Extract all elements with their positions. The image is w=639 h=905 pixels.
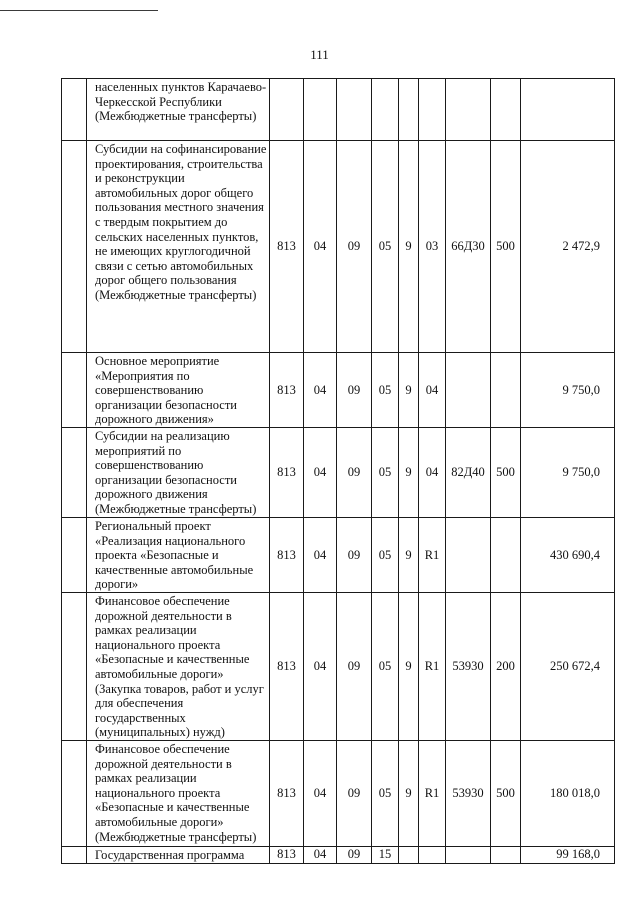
table-row <box>62 592 615 740</box>
top-rule <box>0 10 158 11</box>
event-code-cell: R1 <box>419 517 446 592</box>
amount-cell: 250 672,4 <box>521 592 615 740</box>
expense-type-cell <box>491 353 521 428</box>
subsection-code-cell: 09 <box>337 846 372 863</box>
subprogram-code-cell: 9 <box>399 517 419 592</box>
row-index-cell <box>62 141 87 353</box>
row-index-cell <box>62 353 87 428</box>
amount-cell: 99 168,0 <box>521 846 615 863</box>
expense-type-cell: 500 <box>491 427 521 517</box>
item-name-cell: Государственная программа <box>87 846 270 863</box>
section-code-cell: 04 <box>304 740 337 846</box>
item-name-cell: населенных пунктов Карачаево-Черкесской Республики (Межбюджетные трансферты) <box>87 79 270 141</box>
program-code-cell <box>372 79 399 141</box>
ministry-code-cell: 813 <box>270 427 304 517</box>
expense-type-cell: 500 <box>491 740 521 846</box>
subsection-code-cell: 09 <box>337 740 372 846</box>
direction-code-cell <box>446 846 491 863</box>
ministry-code-cell: 813 <box>270 592 304 740</box>
item-name-cell: Финансовое обеспечение дорожной деятельности в рамках реализации национального проекта «Безопасные и качественные автомобильные дороги» (Закупка товаров, работ и услуг для обеспечения государственных (муниципальных) нужд) <box>87 592 270 740</box>
event-code-cell: 03 <box>419 141 446 353</box>
subprogram-code-cell: 9 <box>399 427 419 517</box>
direction-code-cell: 53930 <box>446 592 491 740</box>
direction-code-cell <box>446 353 491 428</box>
page-number: 111 <box>310 47 329 62</box>
row-index-cell <box>62 740 87 846</box>
row-index-cell <box>62 846 87 863</box>
direction-code-cell <box>446 517 491 592</box>
amount-cell <box>521 79 615 141</box>
table-row <box>62 517 615 592</box>
subprogram-code-cell: 9 <box>399 353 419 428</box>
subprogram-code-cell: 9 <box>399 740 419 846</box>
row-index-cell <box>62 592 87 740</box>
table-body <box>62 79 615 864</box>
program-code-cell: 05 <box>372 592 399 740</box>
table-row <box>62 846 615 863</box>
section-code-cell: 04 <box>304 517 337 592</box>
program-code-cell: 05 <box>372 517 399 592</box>
row-index-cell <box>62 427 87 517</box>
table-row <box>62 427 615 517</box>
expense-type-cell: 500 <box>491 141 521 353</box>
direction-code-cell: 66Д30 <box>446 141 491 353</box>
direction-code-cell: 82Д40 <box>446 427 491 517</box>
section-code-cell <box>304 79 337 141</box>
table-row <box>62 79 615 141</box>
event-code-cell: 04 <box>419 427 446 517</box>
event-code-cell: R1 <box>419 740 446 846</box>
expense-type-cell <box>491 846 521 863</box>
event-code-cell <box>419 846 446 863</box>
section-code-cell: 04 <box>304 427 337 517</box>
item-name-cell: Финансовое обеспечение дорожной деятельности в рамках реализации национального проекта «Безопасные и качественные автомобильные дороги» (Межбюджетные трансферты) <box>87 740 270 846</box>
ministry-code-cell: 813 <box>270 141 304 353</box>
direction-code-cell <box>446 79 491 141</box>
subprogram-code-cell: 9 <box>399 141 419 353</box>
subsection-code-cell: 09 <box>337 353 372 428</box>
row-index-cell <box>62 79 87 141</box>
budget-table <box>61 78 615 864</box>
subprogram-code-cell <box>399 846 419 863</box>
subsection-code-cell: 09 <box>337 427 372 517</box>
item-name-cell: Субсидии на реализацию мероприятий по совершенствованию организации безопасности дорожного движения (Межбюджетные трансферты) <box>87 427 270 517</box>
amount-cell: 430 690,4 <box>521 517 615 592</box>
program-code-cell: 15 <box>372 846 399 863</box>
subsection-code-cell: 09 <box>337 141 372 353</box>
subprogram-code-cell <box>399 79 419 141</box>
expense-type-cell <box>491 517 521 592</box>
item-name-cell: Региональный проект «Реализация национального проекта «Безопасные и качественные автомобильные дороги» <box>87 517 270 592</box>
ministry-code-cell: 813 <box>270 846 304 863</box>
amount-cell: 2 472,9 <box>521 141 615 353</box>
event-code-cell <box>419 79 446 141</box>
program-code-cell: 05 <box>372 740 399 846</box>
table-row <box>62 141 615 353</box>
ministry-code-cell <box>270 79 304 141</box>
table-row <box>62 740 615 846</box>
direction-code-cell: 53930 <box>446 740 491 846</box>
section-code-cell: 04 <box>304 592 337 740</box>
ministry-code-cell: 813 <box>270 740 304 846</box>
section-code-cell: 04 <box>304 846 337 863</box>
program-code-cell: 05 <box>372 141 399 353</box>
section-code-cell: 04 <box>304 141 337 353</box>
program-code-cell: 05 <box>372 353 399 428</box>
expense-type-cell: 200 <box>491 592 521 740</box>
event-code-cell: 04 <box>419 353 446 428</box>
amount-cell: 9 750,0 <box>521 427 615 517</box>
subsection-code-cell <box>337 79 372 141</box>
row-index-cell <box>62 517 87 592</box>
amount-cell: 9 750,0 <box>521 353 615 428</box>
table-row <box>62 353 615 428</box>
subsection-code-cell: 09 <box>337 592 372 740</box>
item-name-cell: Основное мероприятие «Мероприятия по совершенствованию организации безопасности дорожного движения» <box>87 353 270 428</box>
section-code-cell: 04 <box>304 353 337 428</box>
program-code-cell: 05 <box>372 427 399 517</box>
subsection-code-cell: 09 <box>337 517 372 592</box>
ministry-code-cell: 813 <box>270 353 304 428</box>
event-code-cell: R1 <box>419 592 446 740</box>
amount-cell: 180 018,0 <box>521 740 615 846</box>
expense-type-cell <box>491 79 521 141</box>
item-name-cell: Субсидии на софинансирование проектирования, строительства и реконструкции автомобильных дорог общего пользования местного значения с твердым покрытием до сельских населенных пунктов, не имеющих круглогодичной связи с сетью автомобильных дорог общего пользования (Межбюджетные трансферты) <box>87 141 270 353</box>
ministry-code-cell: 813 <box>270 517 304 592</box>
subprogram-code-cell: 9 <box>399 592 419 740</box>
